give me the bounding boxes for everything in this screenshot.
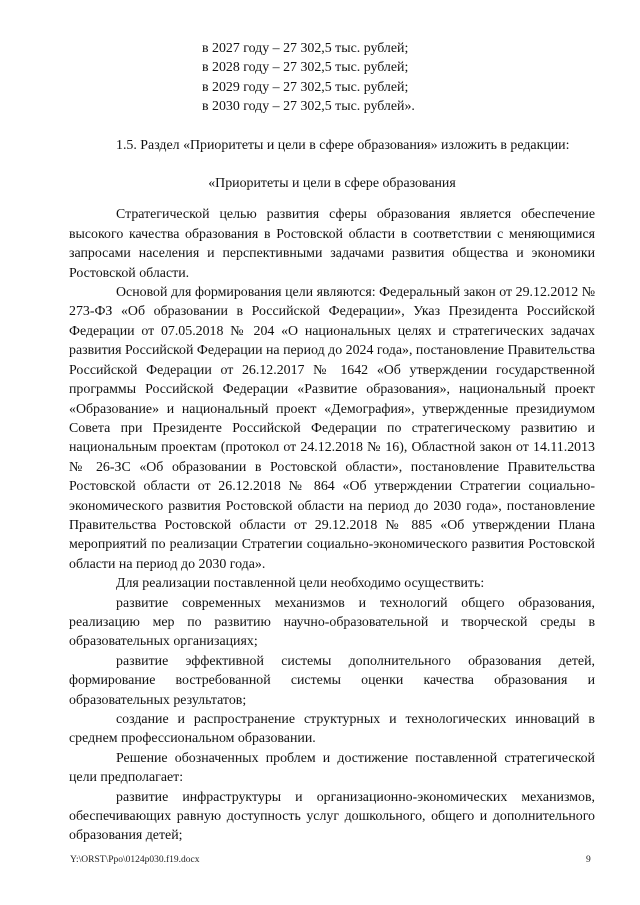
list-item-additional-education: развитие эффективной системы дополнительного образования детей, формирование востребованной системы оценки качества образования и образовательных результатов; bbox=[69, 653, 595, 708]
paragraph-solution-intro: Решение обозначенных проблем и достижение поставленной стратегической цели предполагает: bbox=[69, 750, 595, 786]
list-item-vocational-education: создание и распространение структурных и технологических инноваций в среднем профессиональном образовании. bbox=[69, 712, 595, 747]
budget-lines bbox=[69, 39, 595, 117]
section-instruction: 1.5. Раздел «Приоритеты и цели в сфере образования» изложить в редакции: bbox=[116, 137, 570, 153]
budget-line-2028: в 2028 году – 27 302,5 тыс. рублей; bbox=[202, 60, 409, 76]
paragraph-strategic-goal: Стратегической целью развития сферы образования является обеспечение высокого качества образования в Ростовской области в соответствии с меняющимися запросами населения и перспективными задачами развития общества и экономики Ростовской области. bbox=[69, 207, 595, 281]
list-item-infrastructure: развитие инфраструктуры и организационно-экономических механизмов, обеспечивающих равную доступность услуг дошкольного, общего и дополнительного образования детей; bbox=[69, 789, 595, 844]
list-item-general-education: развитие современных механизмов и технологий общего образования, реализацию мер по развитию научно-образовательной и творческой среды в образовательных организациях; bbox=[69, 595, 595, 650]
footer-file-path: Y:\ORST\Ppo\0124p030.f19.docx bbox=[70, 855, 200, 865]
budget-line-2029: в 2029 году – 27 302,5 тыс. рублей; bbox=[202, 79, 409, 95]
document-body bbox=[69, 39, 595, 846]
paragraph-basis: Основой для формирования цели являются: Федеральный закон от 29.12.2012 № 273-ФЗ «Об образовании в Российской Федерации», Указ Президента Российской Федерации от 07.05.2018 № 204 «О национальных целях и стратегических задачах развития Российской Федерации на период до 2024 года», постановление Правительства Российской Федерации от 26.12.2017 № 1642 «Об утверждении государственной программы Российской Федерации «Развитие образования», национальный проект «Образование» и национальный проект «Демография», утвержденные президиумом Совета при Президенте Российской Федерации по стратегическому развитию и национальным проектам (протокол от 24.12.2018 № 16), Областной закон от 14.11.2013 № 26-ЗС «Об образовании в Ростовской области», постановление Правительства Ростовской области от 26.12.2018 № 864 «Об утверждении Стратегии социально-экономического развития Ростовской области на период до 2030 года», постановление Правительства Ростовской области от 29.12.2018 № 885 «Об утверждении Плана мероприятий по реализации Стратегии социально-экономического развития Ростовской области на период до 2030 года». bbox=[69, 285, 595, 572]
paragraph-realization-intro: Для реализации поставленной цели необходимо осуществить: bbox=[116, 576, 485, 592]
footer-page-number: 9 bbox=[586, 855, 591, 865]
budget-line-2027: в 2027 году – 27 302,5 тыс. рублей; bbox=[202, 41, 409, 56]
budget-line-2030: в 2030 году – 27 302,5 тыс. рублей». bbox=[202, 99, 415, 115]
section-heading: «Приоритеты и цели в сфере образования bbox=[208, 176, 456, 192]
